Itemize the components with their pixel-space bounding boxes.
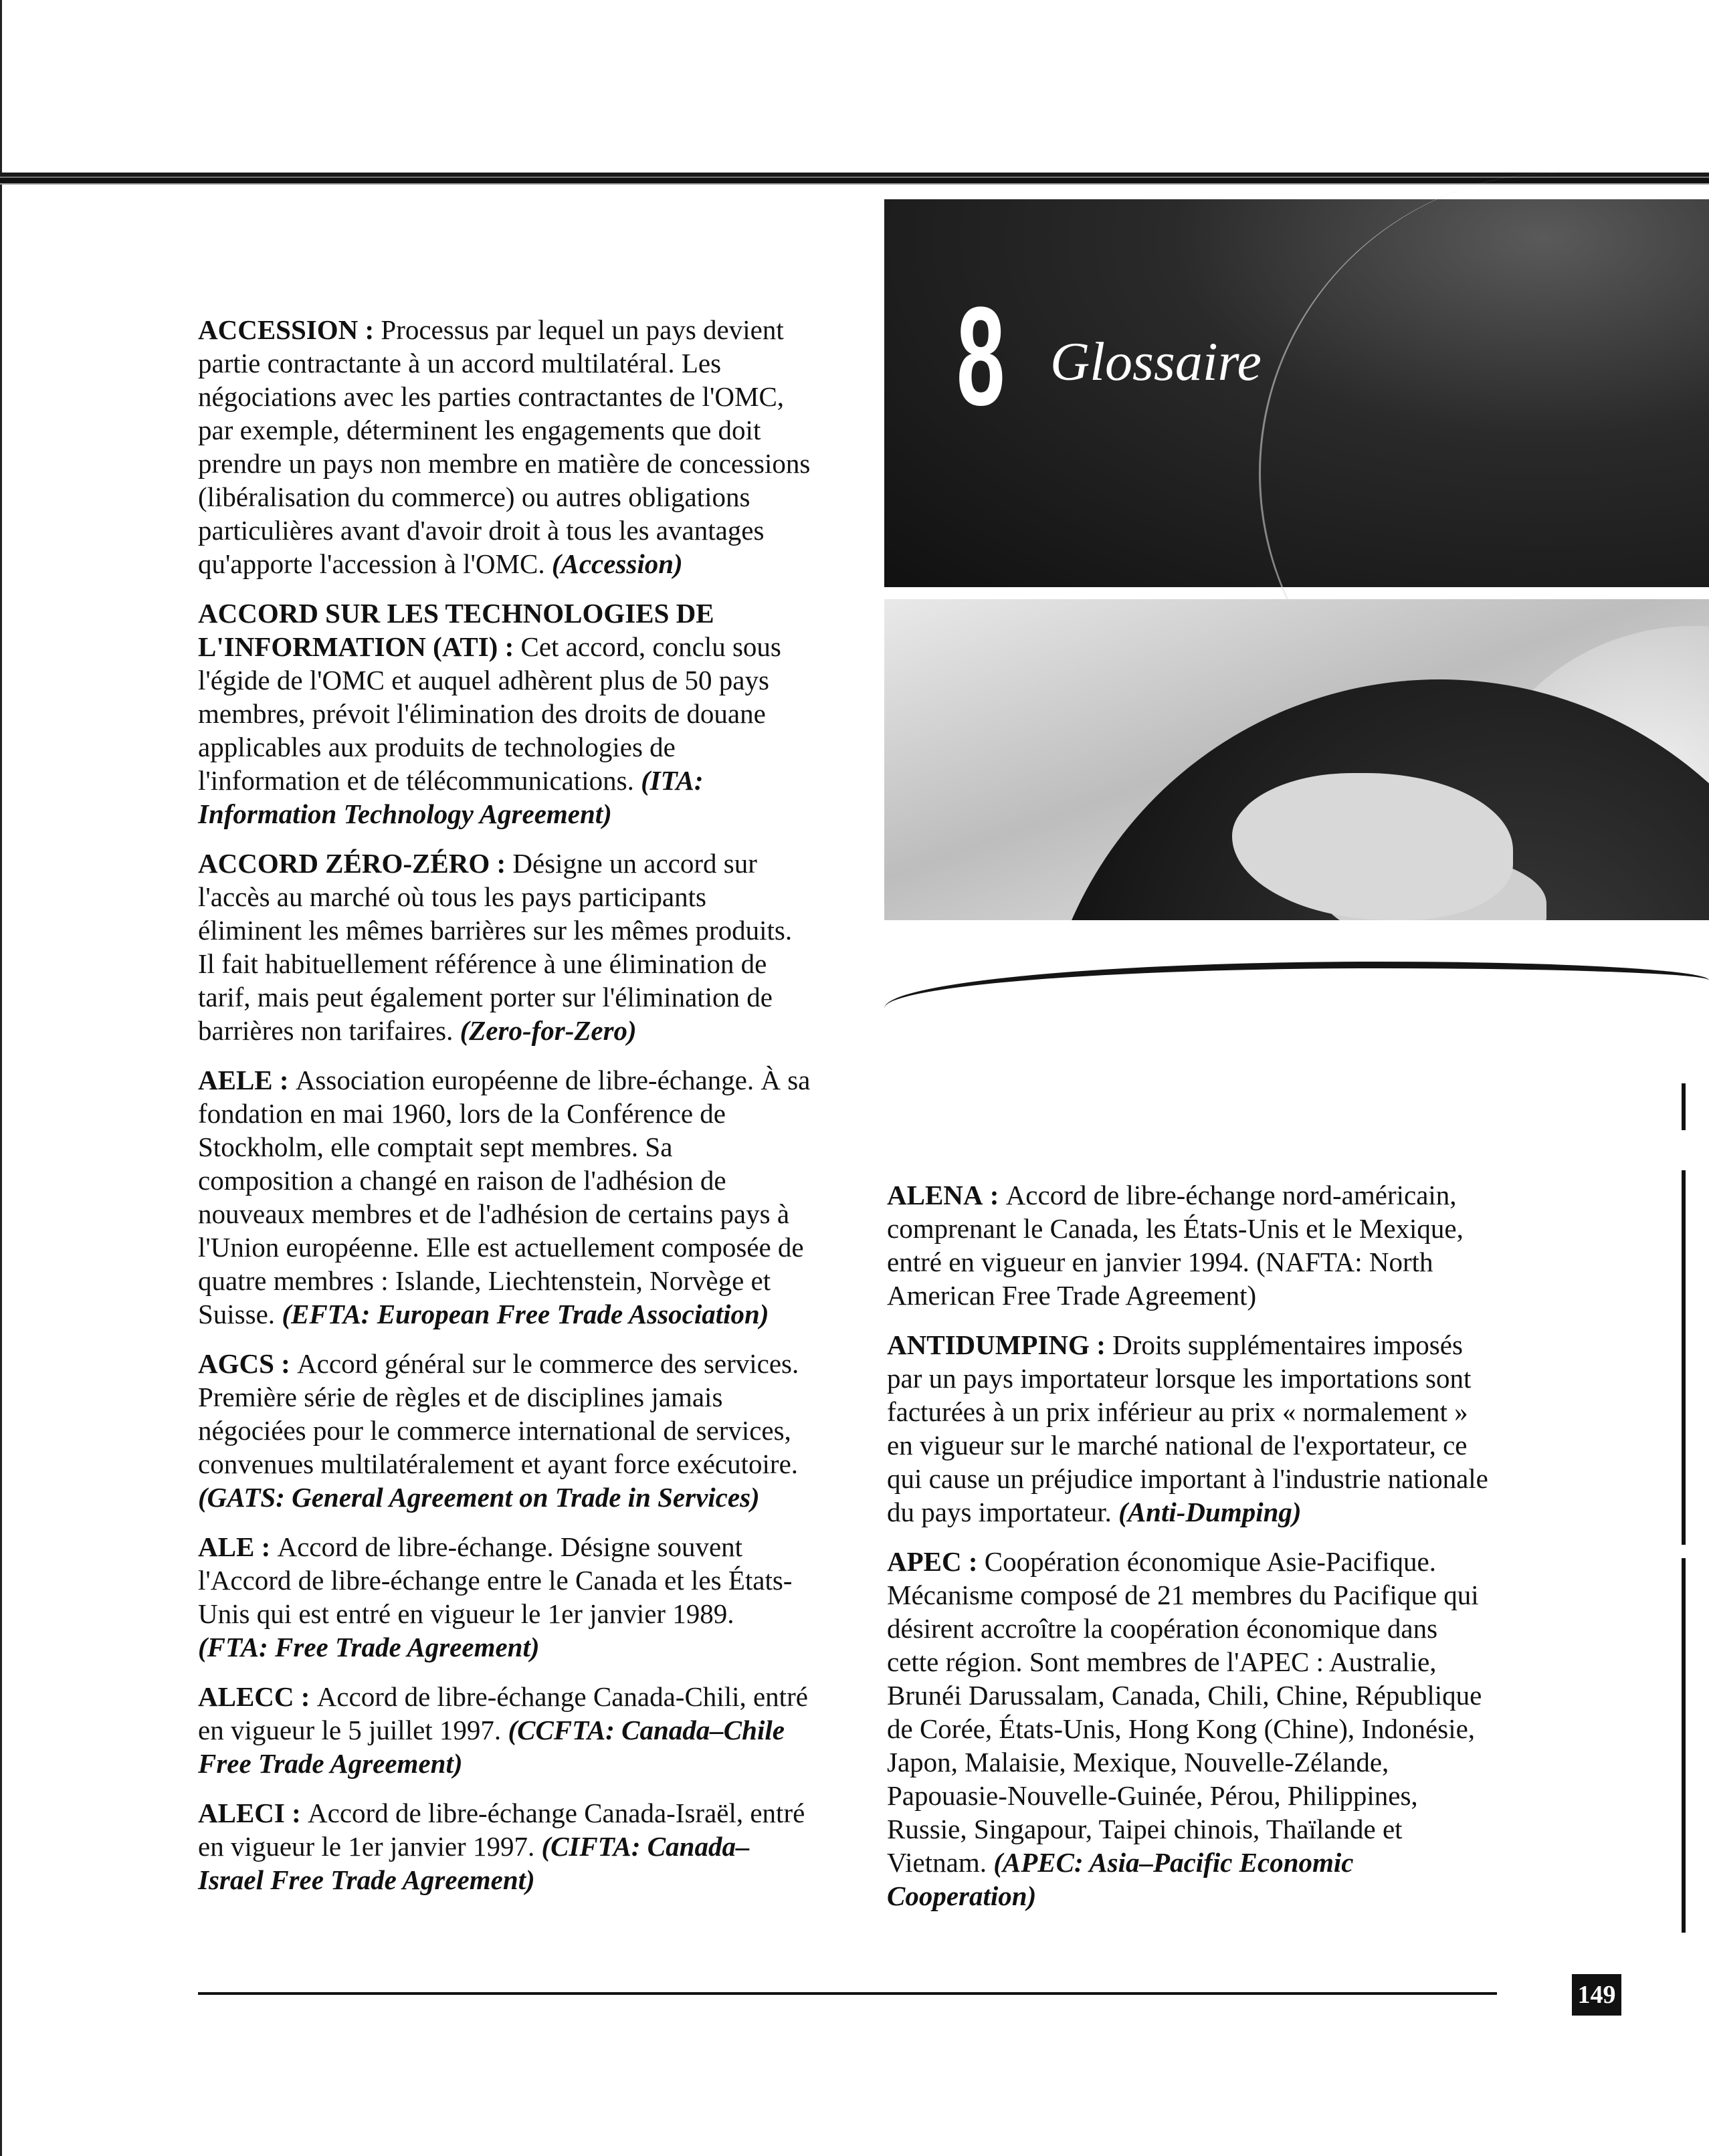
glossary-entry: AELE : Association européenne de libre-échange. À sa fondation en mai 1960, lors de la Conférence de Stockholm, elle comptait sept membres. Sa composition a changé en raison de l'adhésion de nouveaux membres et de l'adhésion de certains pays à l'Union européenne. Elle est actuellement composée de quatre membres : Islande, Liechtenstein, Norvège et Suisse. (EFTA: European Free Trade Association) — [198, 1065, 811, 1329]
glossary-definition: Accord général sur le commerce des services. Première série de règles et de disciplines jamais négociées pour le commerce international de services, convenues multilatéralement et ayant force exécutoire. — [198, 1348, 799, 1479]
glossary-definition: Accord de libre-échange nord-américain, comprenant le Canada, les États-Unis et le Mexique, entré en vigueur en janvier 1994. — [887, 1180, 1464, 1277]
banner-dark-panel — [884, 199, 1709, 587]
page-number: 149 — [1572, 1974, 1621, 2016]
glossary-term: ACCESSION — [198, 314, 359, 345]
glossary-column-right — [887, 1178, 1494, 1929]
glossary-english-term: (Anti-Dumping) — [1118, 1497, 1302, 1527]
banner-curve — [884, 962, 1709, 1008]
chapter-title: Glossaire — [1050, 331, 1262, 392]
glossary-term: ALE — [198, 1531, 255, 1562]
glossary-entry: ALE : Accord de libre-échange. Désigne souvent l'Accord de libre-échange entre le Canada et les États-Unis qui est entré en vigueur le 1er janvier 1989. (FTA: Free Trade Agreement) — [198, 1531, 793, 1662]
top-rule — [0, 173, 1709, 185]
glossary-entry: ACCORD ZÉRO-ZÉRO : Désigne un accord sur l'accès au marché où tous les pays participants éliminent les mêmes barrières sur les mêmes produits. Il fait habituellement référence à une élimination de tarif, mais peut également porter sur l'élimination de barrières non tarifaires. (Zero-for-Zero) — [198, 848, 793, 1046]
glossary-term: ACCORD ZÉRO-ZÉRO — [198, 848, 490, 879]
glossary-english-term: (ITA: Information Technology Agreement) — [198, 765, 704, 829]
glossary-term: AGCS — [198, 1348, 274, 1379]
glossary-entry: ACCESSION : Processus par lequel un pays devient partie contractante à un accord multilatéral. Les négociations avec les parties contractantes de l'OMC, par exemple, déterminent les engagements que doit prendre un pays non membre en matière de concessions (libéralisation du commerce) ou autres obligations particulières avant d'avoir droit à tous les avantages qu'apporte l'accession à l'OMC. (Accession) — [198, 314, 811, 579]
right-edge-mark — [1682, 1170, 1686, 1545]
glossary-entry: ANTIDUMPING : Droits supplémentaires imposés par un pays importateur lorsque les importations sont facturées à un prix inférieur au prix « normalement » en vigueur sur le marché national de l'exportateur, ce qui cause un préjudice important à l'industrie nationale du pays importateur. (Anti-Dumping) — [887, 1329, 1488, 1527]
glossary-term: ACCORD SUR LES TECHNOLOGIES DE L'INFORMATION (ATI) — [198, 598, 714, 662]
glossary-entry: ACCORD SUR LES TECHNOLOGIES DE L'INFORMATION (ATI) : Cet accord, conclu sous l'égide de l'OMC et auquel adhèrent plus de 50 pays membres, prévoit l'élimination des droits de douane applicables aux produits de technologies de l'information et de télécommunications. (ITA: Information Technology Agreement) — [198, 598, 781, 829]
glossary-entry: ALECC : Accord de libre-échange Canada-Chili, entré en vigueur le 5 juillet 1997. (CCFTA: Canada–Chile Free Trade Agreement) — [198, 1681, 808, 1779]
glossary-english-term: (CCFTA: Canada–Chile Free Trade Agreement) — [198, 1715, 785, 1779]
right-edge-mark — [1682, 1083, 1686, 1130]
glossary-definition: Coopération économique Asie-Pacifique. Mécanisme composé de 21 membres du Pacifique qui désirent accroître la coopération économique dans cette région. Sont membres de l'APEC : Australie, Brunéi Darussalam, Canada, Chili, Chine, République de Corée, États-Unis, Hong Kong (Chine), Indonésie, Japon, Malaisie, Mexique, Nouvelle-Zélande, Papouasie-Nouvelle-Guinée, Pérou, Philippines, Russie, Singapour, Taipei chinois, Thaïlande et Vietnam. — [887, 1546, 1482, 1878]
glossary-english-term: (APEC: Asia–Pacific Economic Cooperation) — [887, 1847, 1354, 1911]
glossary-definition: Association européenne de libre-échange. À sa fondation en mai 1960, lors de la Conférence de Stockholm, elle comptait sept membres. Sa composition a changé en raison de l'adhésion de nouveaux membres et de l'adhésion de certains pays à l'Union européenne. Elle est actuellement composée de quatre membres : Islande, Liechtenstein, Norvège et Suisse. — [198, 1065, 811, 1329]
glossary-english-term: (Zero-for-Zero) — [460, 1015, 637, 1046]
glossary-term: ANTIDUMPING — [887, 1329, 1090, 1360]
glossary-term: AELE — [198, 1065, 273, 1095]
bottom-rule — [198, 1992, 1497, 1995]
glossary-definition: Accord de libre-échange. Désigne souvent l'Accord de libre-échange entre le Canada et les États-Unis qui est entré en vigueur le 1er janvier 1989. — [198, 1531, 793, 1629]
glossary-column-left — [198, 313, 811, 1913]
glossary-definition: Accord de libre-échange Canada-Chili, entré en vigueur le 5 juillet 1997. — [198, 1681, 808, 1745]
glossary-term: ALECC — [198, 1681, 294, 1712]
glossary-term: APEC — [887, 1546, 962, 1577]
glossary-entry: AGCS : Accord général sur le commerce des services. Première série de règles et de disciplines jamais négociées pour le commerce international de services, convenues multilatéralement et ayant force exécutoire. (GATS: General Agreement on Trade in Services) — [198, 1348, 799, 1513]
page-binding-edge — [0, 0, 4, 2156]
glossary-entry: ALECI : Accord de libre-échange Canada-Israël, entré en vigueur le 1er janvier 1997. (CIFTA: Canada–Israel Free Trade Agreement) — [198, 1798, 805, 1895]
glossary-definition: Cet accord, conclu sous l'égide de l'OMC et auquel adhèrent plus de 50 pays membres, prévoit l'élimination des droits de douane applicables aux produits de technologies de l'information et de télécommunications. — [198, 631, 781, 796]
right-edge-mark — [1682, 1558, 1686, 1933]
glossary-definition: Droits supplémentaires imposés par un pays importateur lorsque les importations sont facturées à un prix inférieur au prix « normalement » en vigueur sur le marché national de l'exportateur, ce qui cause un préjudice important à l'industrie nationale du pays importateur. — [887, 1329, 1488, 1527]
glossary-definition: Désigne un accord sur l'accès au marché où tous les pays participants éliminent les mêmes barrières sur les mêmes produits. Il fait habituellement référence à une élimination de tarif, mais peut également porter sur l'élimination de barrières non tarifaires. — [198, 848, 793, 1046]
globe-image — [884, 599, 1709, 920]
chapter-number: 8 — [957, 278, 1005, 435]
glossary-entry: ALENA : Accord de libre-échange nord-américain, comprenant le Canada, les États-Unis et le Mexique, entré en vigueur en janvier 1994. (NAFTA: North American Free Trade Agreement) — [887, 1180, 1464, 1311]
glossary-definition: Processus par lequel un pays devient partie contractante à un accord multilatéral. Les négociations avec les parties contractantes de l'OMC, par exemple, déterminent les engagements que doit prendre un pays non membre en matière de concessions (libéralisation du commerce) ou autres obligations particulières avant d'avoir droit à tous les avantages qu'apporte l'accession à l'OMC. — [198, 314, 811, 579]
chapter-banner — [884, 199, 1709, 1283]
glossary-term: ALECI — [198, 1798, 285, 1828]
glossary-english-term: (EFTA: European Free Trade Association) — [282, 1299, 769, 1329]
glossary-english-term: (GATS: General Agreement on Trade in Services) — [198, 1482, 760, 1513]
glossary-english-term: (NAFTA: North American Free Trade Agreement) — [887, 1247, 1433, 1311]
glossary-english-term: (CIFTA: Canada–Israel Free Trade Agreement) — [198, 1831, 750, 1895]
glossary-english-term: (Accession) — [551, 548, 683, 579]
glossary-english-term: (FTA: Free Trade Agreement) — [198, 1632, 540, 1662]
glossary-entry: APEC : Coopération économique Asie-Pacifique. Mécanisme composé de 21 membres du Pacifique qui désirent accroître la coopération économique dans cette région. Sont membres de l'APEC : Australie, Brunéi Darussalam, Canada, Chili, Chine, République de Corée, États-Unis, Hong Kong (Chine), Indonésie, Japon, Malaisie, Mexique, Nouvelle-Zélande, Papouasie-Nouvelle-Guinée, Pérou, Philippines, Russie, Singapour, Taipei chinois, Thaïlande et Vietnam. (APEC: Asia–Pacific Economic Cooperation) — [887, 1546, 1482, 1911]
glossary-definition: Accord de libre-échange Canada-Israël, entré en vigueur le 1er janvier 1997. — [198, 1798, 805, 1862]
glossary-term: ALENA — [887, 1180, 983, 1210]
